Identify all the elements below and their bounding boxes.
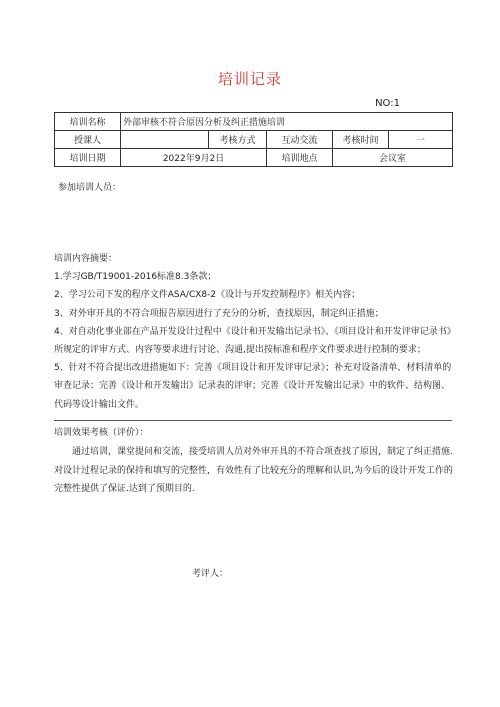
lecturer-label: 授课人 [55,131,121,149]
page-title: 培训记录 [217,70,282,88]
section-divider [54,420,452,421]
content-heading: 培训内容摘要： [54,254,118,264]
training-name-value: 外部审核不符合原因分析及纠正措施培训 [121,113,453,131]
training-location-label: 培训地点 [267,149,333,167]
content-item: 2、学习公司下发的程序文件ASA/CX8-2《设计与开发控制程序》相关内容； [54,290,361,301]
record-number: NO:1 [375,98,400,109]
content-item: 1.学习GB/T19001-2016标准8.3条款； [54,272,217,283]
evaluation-heading: 培训效果考核（评价）： [54,428,149,438]
training-info-table [54,112,453,167]
content-item: 5、针对不符合提出改进措施如下：完善《项目设计和开发评审记录》；补充对设备清单、材料清单的审查记录；完善《设计和开发输出》记录表的评审；完善《设计开发输出记录》中的软件、结构图、代码等设计输出文件。 [54,363,452,410]
evaluation-body [54,443,454,499]
content-summary [54,250,454,414]
assessment-time-value: 一 [389,131,453,149]
content-item: 4、对自动化事业部在产品开发设计过程中《设计和开发输出记录书》、《项目设计和开发评审记录书》所规定的评审方式、内容等要求进行讨论、沟通,提出按标准和程序文件要求进行控制的要求； [54,326,452,356]
assessment-method-value: 互动交流 [267,131,333,149]
table-row [55,149,453,167]
table-row [55,131,453,149]
content-item: 3、对外审开具的不符合项报告原因进行了充分的分析，查找原因，制定纠正措施； [54,308,384,319]
table-row [55,113,453,131]
lecturer-value [121,131,209,149]
training-date-label: 培训日期 [55,149,121,167]
training-date-value: 2022年9月2日 [121,149,267,167]
assessment-time-label: 考核时间 [333,131,389,149]
training-location-value: 会议室 [333,149,453,167]
evaluation-text: 通过培训，课堂提问和交流，接受培训人员对外审开具的不符合项查找了原因，制定了纠正措施.对设计过程记录的保持和填写的完整性，有效性有了比较充分的理解和认识,为今后的设计开发工作的完整性提供了保证.达到了预期目的. [54,447,453,494]
reviewer-label: 考评人： [192,569,229,579]
attendees-label: 参加培训人员： [58,183,122,193]
assessment-method-label: 考核方式 [209,131,267,149]
training-name-label: 培训名称 [55,113,121,131]
